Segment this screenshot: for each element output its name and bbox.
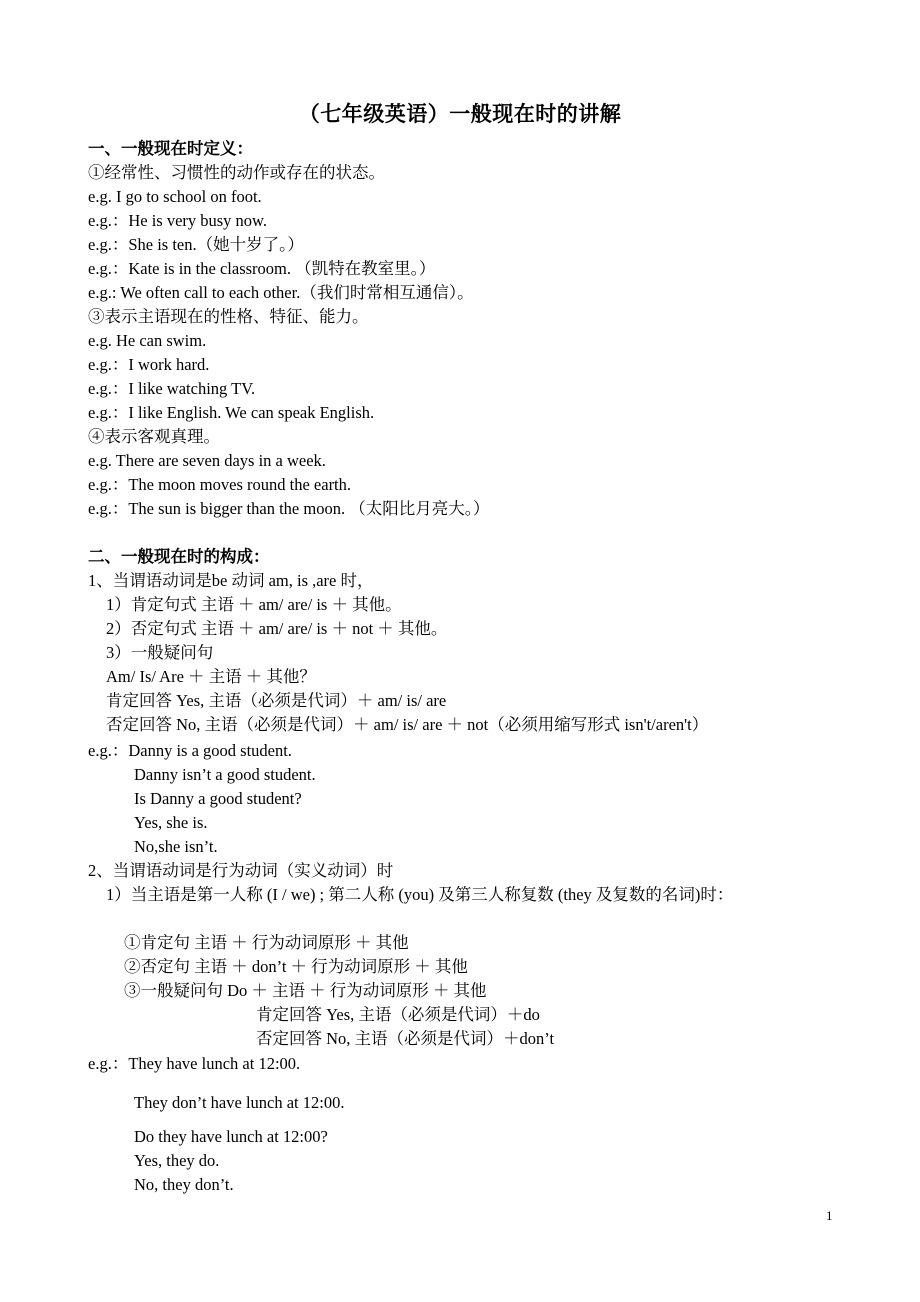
section2-line: 3）一般疑问句 <box>106 643 214 662</box>
section1-line: e.g. He can swim. <box>88 331 207 350</box>
section1-line: ①经常性、习惯性的动作或存在的状态。 <box>88 163 385 182</box>
section1-line: ④表示客观真理。 <box>88 427 220 446</box>
section2-line: 肯定回答 Yes, 主语（必须是代词）＋do <box>256 1005 540 1024</box>
section1-line: e.g.：The sun is bigger than the moon. （太阳比月亮大。） <box>88 499 490 518</box>
section2-line: 1、当谓语动词是be 动词 am, is ,are 时， <box>88 571 374 590</box>
section2-line: Am/ Is/ Are ＋ 主语 ＋ 其他？ <box>106 667 316 686</box>
section2-line: 否定回答 No, 主语（必须是代词）＋don’t <box>256 1029 555 1048</box>
section2-line: Do they have lunch at 12:00? <box>134 1127 328 1146</box>
section2-line: Yes, they do. <box>134 1151 220 1170</box>
section2-line: 肯定回答 Yes, 主语（必须是代词）＋ am/ is/ are <box>106 691 447 710</box>
section2-line: Yes, she is. <box>134 813 208 832</box>
section2-line: No,she isn’t. <box>134 837 218 856</box>
section2-line: No, they don’t. <box>134 1175 234 1194</box>
section2-line: 2）否定句式 主语 ＋ am/ are/ is ＋ not ＋ 其他。 <box>106 619 448 638</box>
section1-line: e.g.：She is ten.（她十岁了。） <box>88 235 304 254</box>
section2-line: ①肯定句 主语 ＋ 行为动词原形 ＋ 其他 <box>124 933 409 952</box>
section2-line: 1）肯定句式 主语 ＋ am/ are/ is ＋ 其他。 <box>106 595 402 614</box>
section1-line: e.g.：I like English. We can speak English. <box>88 403 375 422</box>
page-title: （七年级英语）一般现在时的讲解 <box>298 102 622 126</box>
section2-line: 否定回答 No, 主语（必须是代词）＋ am/ is/ are ＋ not（必须用缩写形式 isn't/aren't） <box>106 715 709 734</box>
section2-line: ③一般疑问句 Do ＋ 主语 ＋ 行为动词原形 ＋ 其他 <box>124 981 487 1000</box>
section2-line: ②否定句 主语 ＋ don’t ＋ 行为动词原形 ＋ 其他 <box>124 957 468 976</box>
section2-line: e.g.：They have lunch at 12:00. <box>88 1054 301 1073</box>
section1-line: e.g.：Kate is in the classroom. （凯特在教室里。） <box>88 259 436 278</box>
section1-line: e.g.: We often call to each other.（我们时常相互通信）。 <box>88 283 474 302</box>
section1-line: e.g. I go to school on foot. <box>88 187 262 206</box>
section1-line: ③表示主语现在的性格、特征、能力。 <box>88 307 369 326</box>
page-number: 1 <box>826 1208 833 1223</box>
section1-heading: 一、一般现在时定义： <box>88 139 253 158</box>
section2-line: 2、当谓语动词是行为动词（实义动词）时 <box>88 861 394 880</box>
section1-line: e.g.：He is very busy now. <box>88 211 268 230</box>
section2-line: Danny isn’t a good student. <box>134 765 316 784</box>
section2-line: Is Danny a good student? <box>134 789 302 808</box>
section1-line: e.g. There are seven days in a week. <box>88 451 326 470</box>
section1-line: e.g.：I work hard. <box>88 355 210 374</box>
section2-line: e.g.：Danny is a good student. <box>88 741 292 760</box>
section2-heading: 二、一般现在时的构成： <box>88 547 270 566</box>
section2-line: They don’t have lunch at 12:00. <box>134 1093 345 1112</box>
section1-line: e.g.：The moon moves round the earth. <box>88 475 352 494</box>
section1-line: e.g.：I like watching TV. <box>88 379 256 398</box>
section2-line: 1）当主语是第一人称 (I / we) ; 第二人称 (you) 及第三人称复数 (they 及复数的名词)时： <box>106 885 734 904</box>
